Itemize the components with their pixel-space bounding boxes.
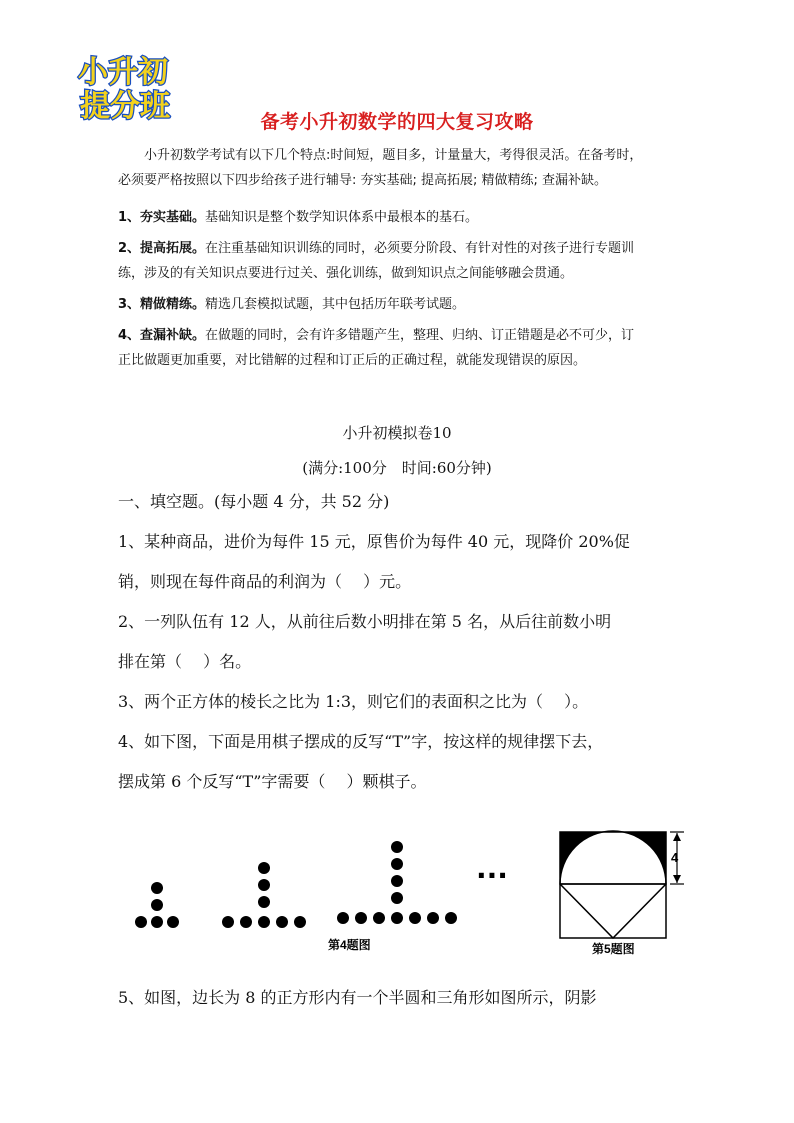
question-1-cont: 销，则现在每件商品的利润为（ ）元。 [118,572,412,591]
dot [222,916,234,928]
question-5-text: 5、如图，边长为 8 的正方形内有一个半圆和三角形如图所示，阴影 [118,988,597,1007]
exam-meta: (满分:100分 时间:60分钟) [302,459,492,477]
dot [409,912,421,924]
dot [258,862,270,874]
question-3: 3、两个正方体的棱长之比为 1:3，则它们的表面积之比为（ ）。 [118,692,589,711]
figure-5-caption: 第5题图 [592,942,635,956]
dot [391,912,403,924]
logo-line2: 提分班 [80,89,170,122]
dot [258,879,270,891]
question-2: 2、一列队伍有 12 人，从前往后数小明排在第 5 名，从后往前数小明 [118,612,612,631]
intro-section [118,143,698,193]
question-4: 4、如下图，下面是用棋子摆成的反写“T”字，按这样的规律摆下去， [118,732,604,751]
intro-paragraph-cont: 必须要严格按照以下四步给孩子进行辅导: 夯实基础; 提高拓展; 精做精练; 查漏补缺。 [118,173,608,188]
figure-5-diagram [560,831,684,938]
section-heading: 一、填空题。(每小题 4 分，共 52 分) [118,492,390,511]
figure-4-dots [135,841,457,928]
document-title: 备考小升初数学的四大复习攻略 [260,111,534,133]
dot [391,841,403,853]
dot [167,916,179,928]
dot [276,916,288,928]
strategy-item: 2、提高拓展。在注重基础知识训练的同时，必须要分阶段、有针对性的对孩子进行专题训 [118,241,635,256]
dot [427,912,439,924]
dot [294,916,306,928]
dot [337,912,349,924]
dot [445,912,457,924]
strategy-item: 3、精做精练。精选几套模拟试题，其中包括历年联考试题。 [118,297,466,312]
strategy-item-cont: 练，涉及的有关知识点要进行过关、强化训练，做到知识点之间能够融会贯通。 [118,266,574,281]
dot [258,916,270,928]
questions [118,484,698,800]
exam-title: 小升初模拟卷10 [342,424,452,442]
logo-line1: 小升初 [78,55,168,90]
dot [373,912,385,924]
dimension-label: 4 [671,850,679,865]
strategy-list [118,205,698,373]
dot [391,858,403,870]
dot [151,882,163,894]
dot [240,916,252,928]
figures [0,825,794,965]
dot [391,875,403,887]
question-5 [118,980,698,1016]
dot [355,912,367,924]
ellipsis: ··· [476,859,508,892]
triangle [560,884,666,938]
dot [258,896,270,908]
dot [151,916,163,928]
dot [151,899,163,911]
intro-paragraph: 小升初数学考试有以下几个特点:时间短，题目多，计量量大，考得很灵活。在备考时， [144,148,643,163]
dot [391,892,403,904]
figure-4-caption: 第4题图 [328,938,371,952]
strategy-item: 1、夯实基础。基础知识是整个数学知识体系中最根本的基石。 [118,210,479,225]
dot [135,916,147,928]
strategy-item-cont: 正比做题更加重要，对比错解的过程和订正后的正确过程，就能发现错误的原因。 [118,353,587,368]
question-4-cont: 摆成第 6 个反写“T”字需要（ ）颗棋子。 [118,772,427,791]
question-2-cont: 排在第（ ）名。 [118,652,252,671]
question-1: 1、某种商品，进价为每件 15 元，原售价为每件 40 元，现降价 20%促 [118,532,630,551]
strategy-item: 4、查漏补缺。在做题的同时，会有许多错题产生，整理、归纳、订正错题是必不可少，订 [118,328,635,343]
